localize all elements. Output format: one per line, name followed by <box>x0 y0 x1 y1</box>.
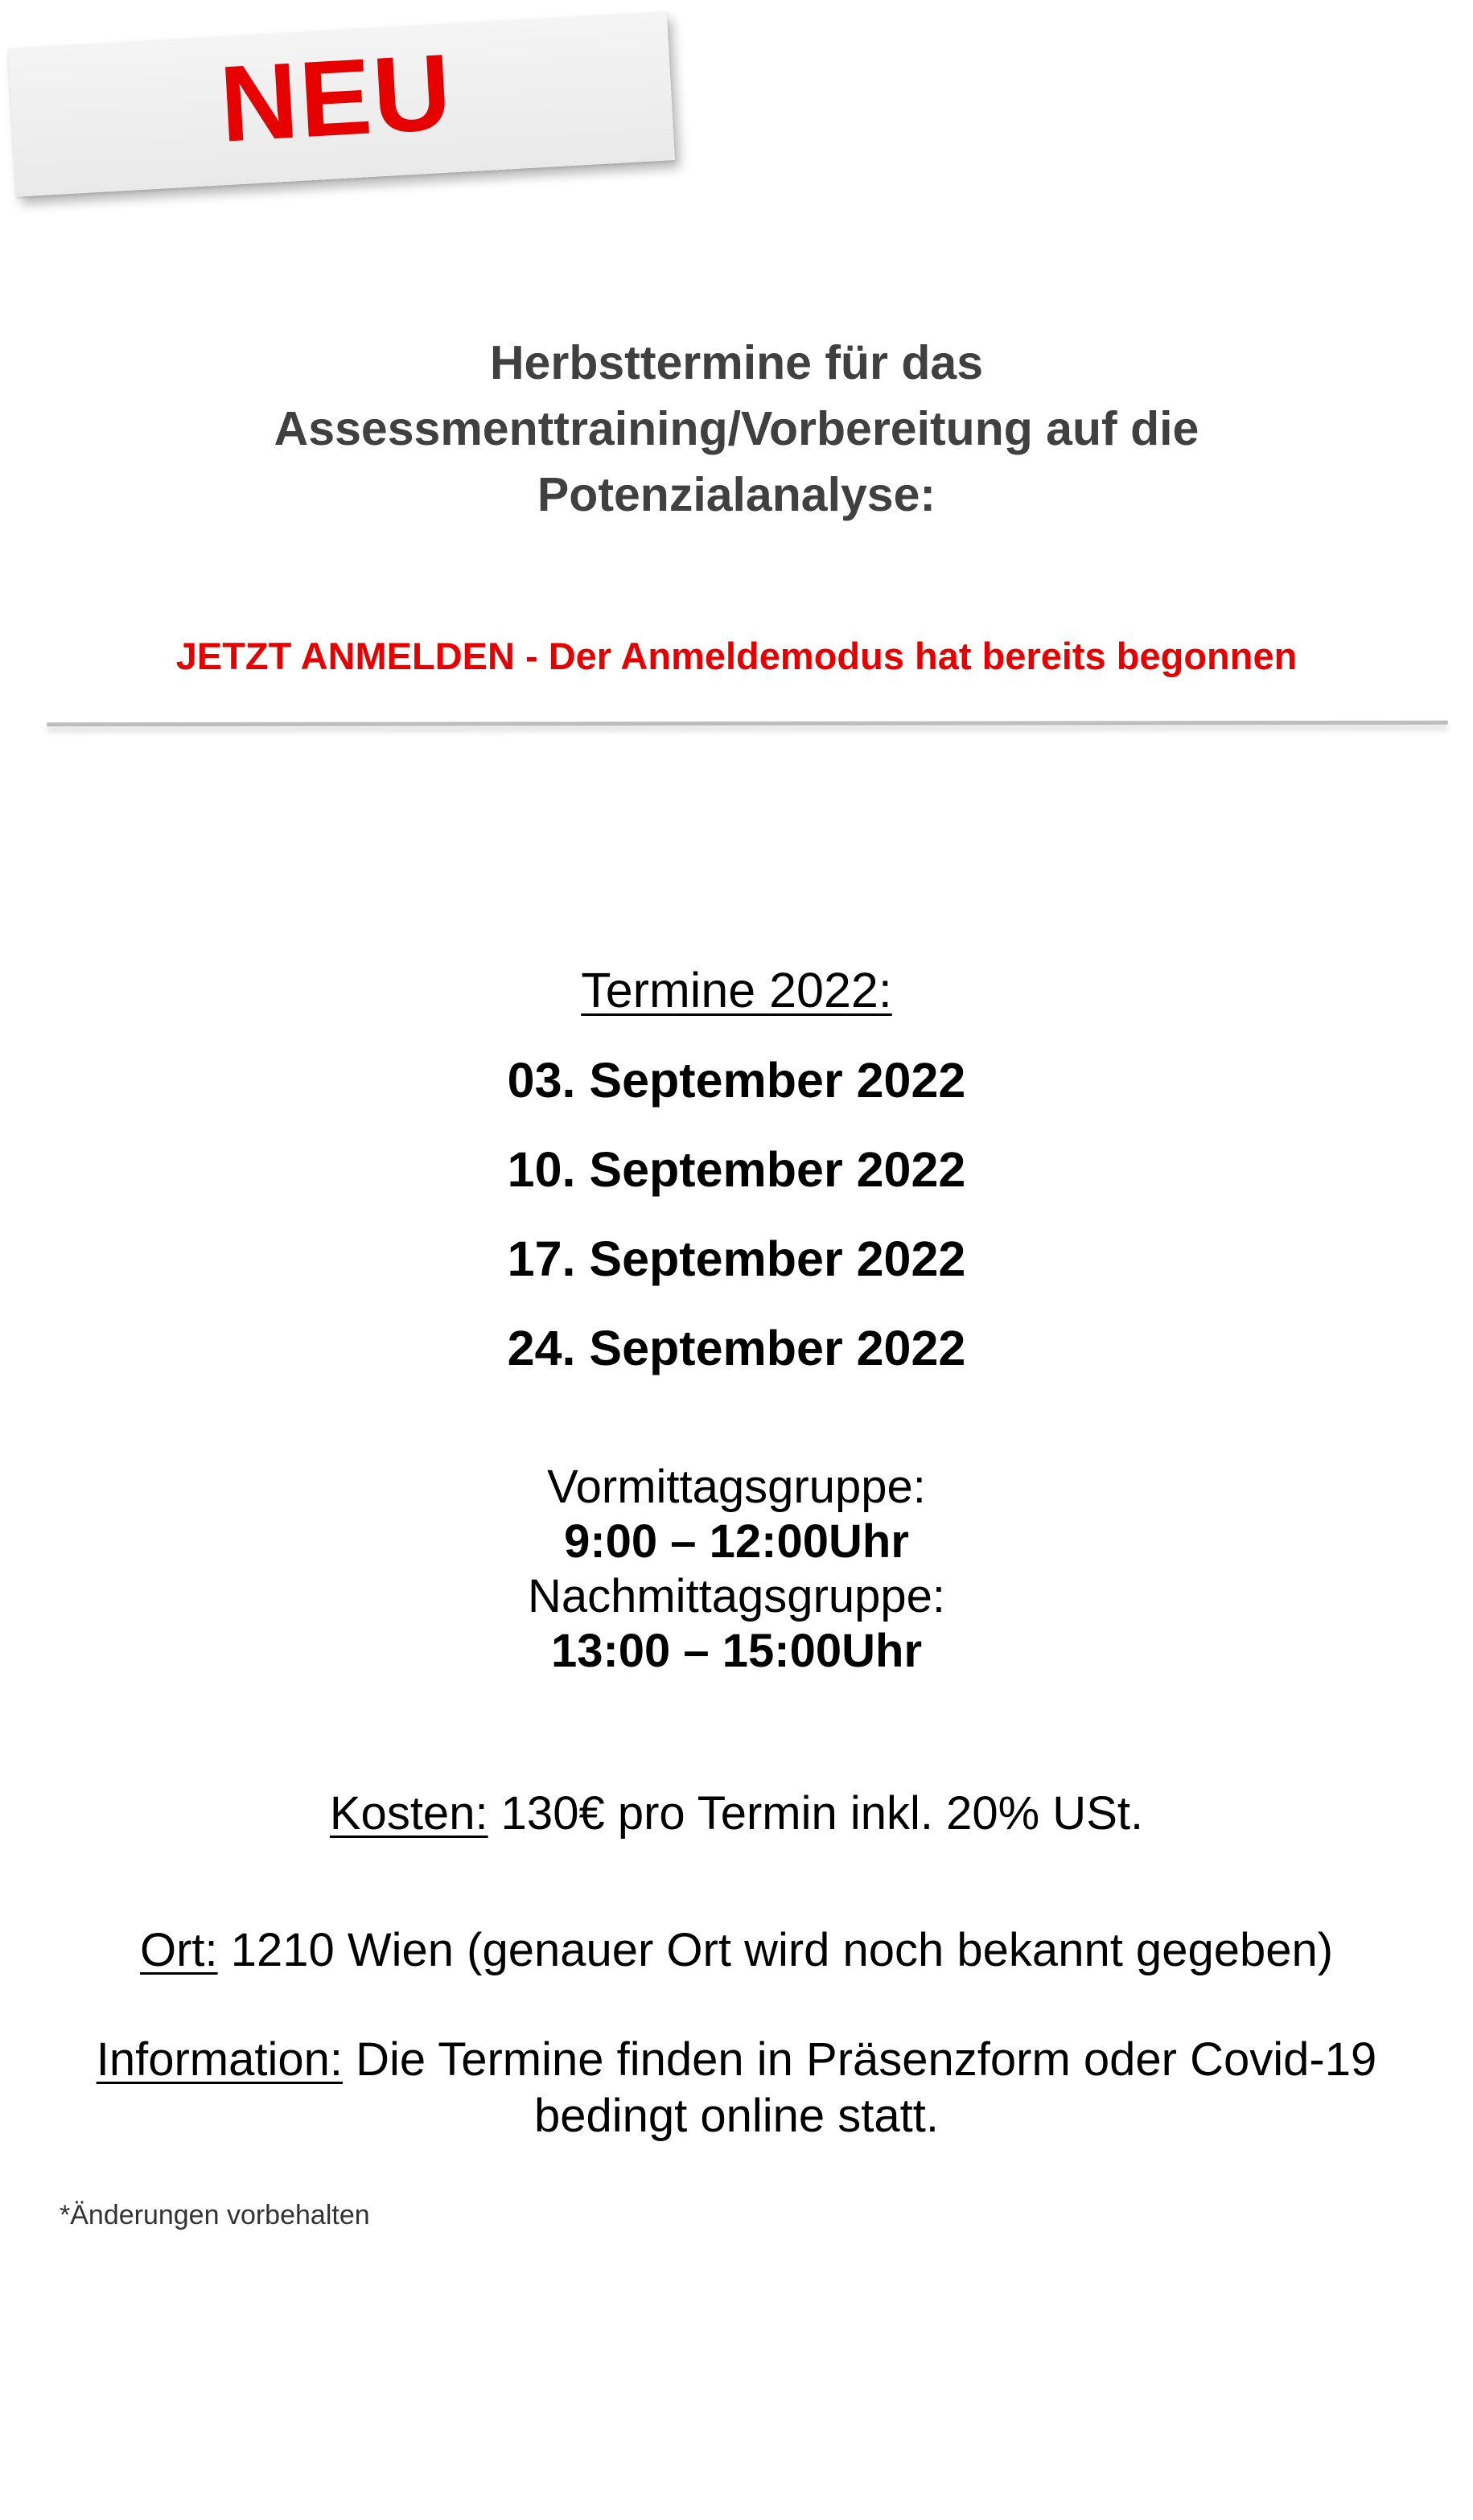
location-text: 1210 Wien (genauer Ort wird noch bekannt gegeben) <box>217 1924 1334 1976</box>
section-divider <box>47 721 1448 726</box>
format-info-line-2: bedingt online statt. <box>533 2090 940 2142</box>
cost-text: 130€ pro Termin inkl. 20% USt. <box>488 1787 1144 1840</box>
page-title-line-2: Assessmenttraining/Vorbereitung auf die <box>274 402 1199 455</box>
cost-info <box>0 1786 1473 1842</box>
format-info-text-1: Die Termine finden in Präsenzform oder Covid-19 <box>343 2033 1377 2086</box>
footnote: *Änderungen vorbehalten <box>60 2200 370 2230</box>
afternoon-group-label: Nachmittagsgruppe: <box>527 1570 946 1622</box>
format-info-line-1 <box>0 2032 1473 2088</box>
morning-group-label: Vormittagsgruppe: <box>547 1461 926 1513</box>
page-title <box>0 330 1473 528</box>
date-item-2: 10. September 2022 <box>507 1142 966 1197</box>
page-title-line-3: Potenzialanalyse: <box>537 468 936 521</box>
format-info <box>0 2032 1473 2144</box>
format-info-label: Information: <box>96 2033 344 2086</box>
group-times <box>0 1460 1473 1679</box>
date-item-1: 03. September 2022 <box>507 1053 966 1108</box>
date-item-3: 17. September 2022 <box>507 1231 966 1286</box>
page-title-line-1: Herbsttermine für das <box>489 336 984 389</box>
location-label: Ort: <box>139 1924 218 1976</box>
location-info <box>0 1922 1473 1979</box>
registration-notice: JETZT ANMELDEN - Der Anmeldemodus hat bereits begonnen <box>175 635 1298 677</box>
new-banner-label: NEU <box>216 31 456 165</box>
cost-label: Kosten: <box>329 1787 488 1840</box>
dates-heading-text: Termine 2022: <box>581 963 892 1017</box>
date-item-4: 24. September 2022 <box>507 1321 966 1375</box>
dates-heading <box>0 961 1473 1019</box>
morning-group-time: 9:00 – 12:00Uhr <box>564 1515 909 1568</box>
afternoon-group-time: 13:00 – 15:00Uhr <box>550 1625 923 1677</box>
